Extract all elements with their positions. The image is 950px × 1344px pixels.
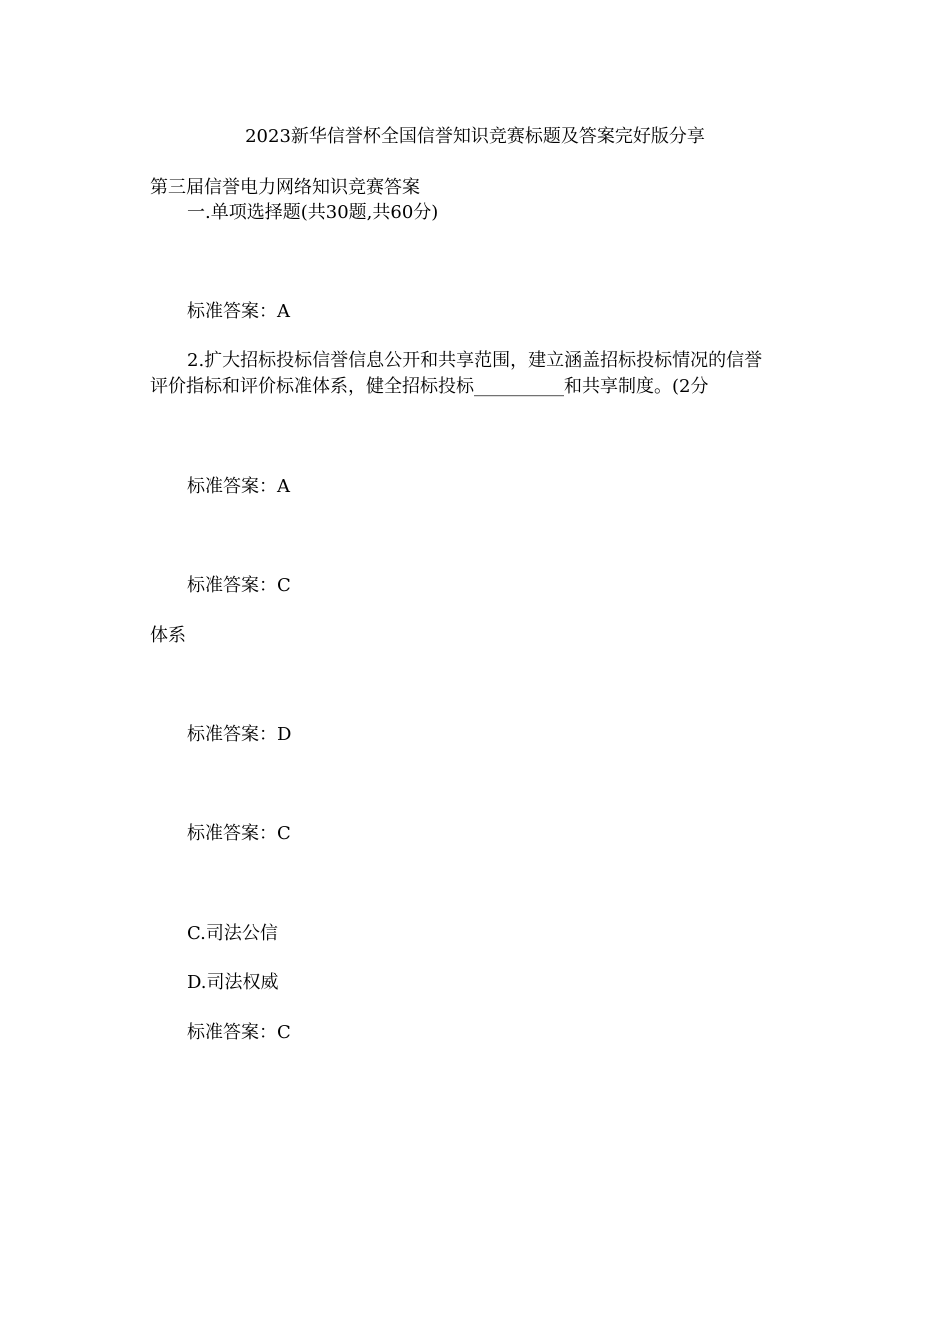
standard-answer-1: 标准答案：A (187, 301, 290, 322)
section-heading: 一.单项选择题(共30题,共60分) (187, 202, 439, 223)
text-fragment: 体系 (150, 625, 186, 646)
question-2-line-1: 2.扩大招标投标信誉信息公开和共享范围，建立涵盖招标投标情况的信誉 (187, 350, 763, 371)
standard-answer-3: 标准答案：C (187, 575, 291, 596)
question-2-line-2: 评价指标和评价标准体系，健全招标投标__________和共享制度。(2分 (150, 376, 709, 397)
standard-answer-4: 标准答案：D (187, 724, 292, 745)
standard-answer-6: 标准答案：C (187, 1022, 291, 1043)
option-d: D.司法权威 (187, 972, 279, 993)
document-subtitle: 第三届信誉电力网络知识竞赛答案 (150, 177, 420, 198)
standard-answer-2: 标准答案：A (187, 476, 290, 497)
document-title: 2023新华信誉杯全国信誉知识竞赛标题及答案完好版分享 (245, 126, 705, 147)
standard-answer-5: 标准答案：C (187, 823, 291, 844)
option-c: C.司法公信 (187, 923, 278, 944)
